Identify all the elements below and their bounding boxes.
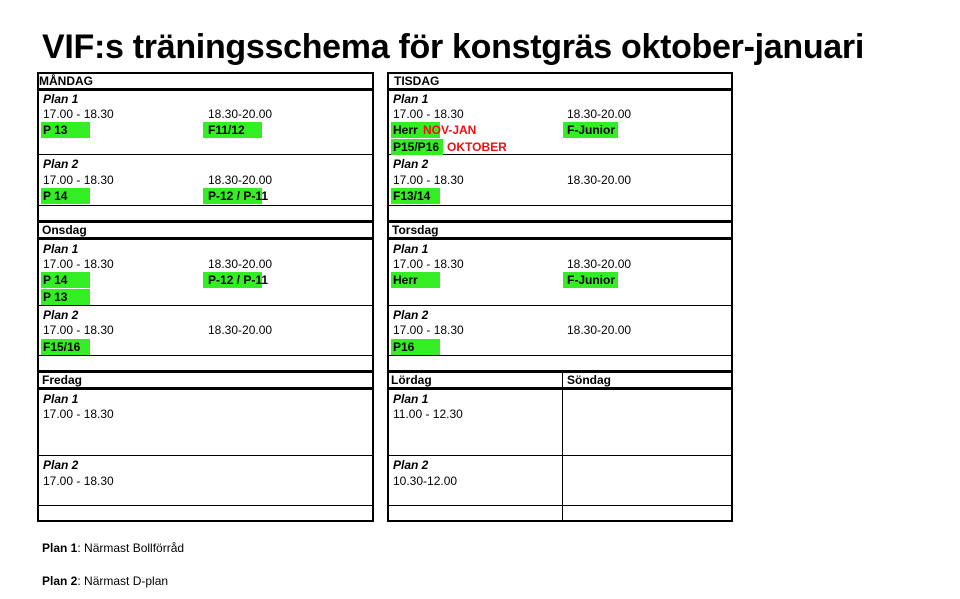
team-label: P16 (393, 340, 415, 354)
team-label: P 13 (43, 290, 68, 304)
team-label: P15/P16 (393, 140, 440, 154)
team-label: F-Junior (567, 123, 615, 137)
legend-plan2-text: : Närmast D-plan (77, 574, 169, 588)
team-label: F11/12 (208, 123, 245, 137)
plan2-label: Plan 2 (393, 157, 429, 171)
time-slot: 17.00 - 18.30 (393, 257, 464, 271)
header-box (37, 221, 374, 239)
column-divider (562, 372, 563, 521)
plan1-label: Plan 1 (43, 392, 79, 406)
time-slot: 18.30-20.00 (567, 323, 632, 337)
divider (38, 154, 373, 155)
plan1-label: Plan 1 (43, 242, 79, 256)
time-slot: 18.30-20.00 (208, 257, 273, 271)
plan2-label: Plan 2 (43, 308, 79, 322)
plan2-label: Plan 2 (393, 308, 429, 322)
time-slot: 18.30-20.00 (208, 107, 273, 121)
day-label-lordag: Lördag (391, 373, 432, 387)
time-slot: 18.30-20.00 (567, 107, 632, 121)
team-label: P 14 (43, 273, 68, 287)
time-slot: 17.00 - 18.30 (393, 107, 464, 121)
legend-plan1-label: Plan 1 (42, 541, 78, 555)
divider (388, 205, 732, 206)
time-slot: 17.00 - 18.30 (43, 323, 114, 337)
time-slot: 18.30-20.00 (567, 173, 632, 187)
day-label-torsdag: Torsdag (392, 223, 439, 237)
divider (38, 455, 373, 456)
day-label-sondag: Söndag (567, 373, 611, 387)
plan1-label: Plan 1 (393, 392, 429, 406)
day-label-tisdag: TISDAG (394, 74, 440, 88)
period-note: OKTOBER (447, 140, 507, 154)
plan1-label: Plan 1 (393, 242, 429, 256)
legend-plan1 (42, 541, 184, 555)
day-label-mandag: MÅNDAG (39, 74, 93, 88)
time-slot: 18.30-20.00 (208, 173, 273, 187)
team-label: Herr (393, 123, 418, 137)
legend-plan2-label: Plan 2 (42, 574, 78, 588)
team-label: F13/14 (393, 189, 431, 203)
divider (388, 305, 732, 306)
time-slot: 18.30-20.00 (567, 257, 632, 271)
time-slot: 17.00 - 18.30 (43, 107, 114, 121)
plan2-label: Plan 2 (393, 458, 429, 472)
team-label: F-Junior (567, 273, 615, 287)
header-box (387, 371, 733, 389)
team-label: P-12 / P-11 (208, 273, 269, 287)
divider (388, 505, 732, 506)
time-slot: 17.00 - 18.30 (393, 323, 464, 337)
day-label-onsdag: Onsdag (42, 223, 87, 237)
legend-plan2 (42, 574, 168, 588)
time-slot: 18.30-20.00 (208, 323, 273, 337)
team-label: P 13 (43, 123, 68, 137)
day-label-fredag: Fredag (42, 373, 83, 387)
period-note: NOV-JAN (423, 123, 477, 137)
plan2-label: Plan 2 (43, 458, 79, 472)
legend-plan1-text: : Närmast Bollförråd (77, 541, 185, 555)
page-title: VIF:s träningsschema för konstgräs oktober-januari (42, 28, 864, 66)
time-slot: 11.00 - 12.30 (393, 407, 463, 421)
time-slot: 17.00 - 18.30 (393, 173, 464, 187)
team-label: F15/16 (43, 340, 81, 354)
divider (388, 455, 732, 456)
plan2-label: Plan 2 (43, 157, 79, 171)
time-slot: 17.00 - 18.30 (43, 407, 114, 421)
time-slot: 17.00 - 18.30 (43, 173, 114, 187)
team-label: Herr (393, 273, 418, 287)
team-label: P 14 (43, 189, 68, 203)
divider (38, 305, 373, 306)
plan1-label: Plan 1 (393, 92, 429, 106)
header-box (37, 371, 374, 389)
divider (38, 205, 373, 206)
divider (388, 355, 732, 356)
divider (38, 355, 373, 356)
header-box (387, 221, 733, 239)
time-slot: 10.30-12.00 (393, 474, 458, 488)
time-slot: 17.00 - 18.30 (43, 474, 114, 488)
divider (38, 505, 373, 506)
time-slot: 17.00 - 18.30 (43, 257, 114, 271)
plan1-label: Plan 1 (43, 92, 79, 106)
team-label: P-12 / P-11 (208, 189, 269, 203)
